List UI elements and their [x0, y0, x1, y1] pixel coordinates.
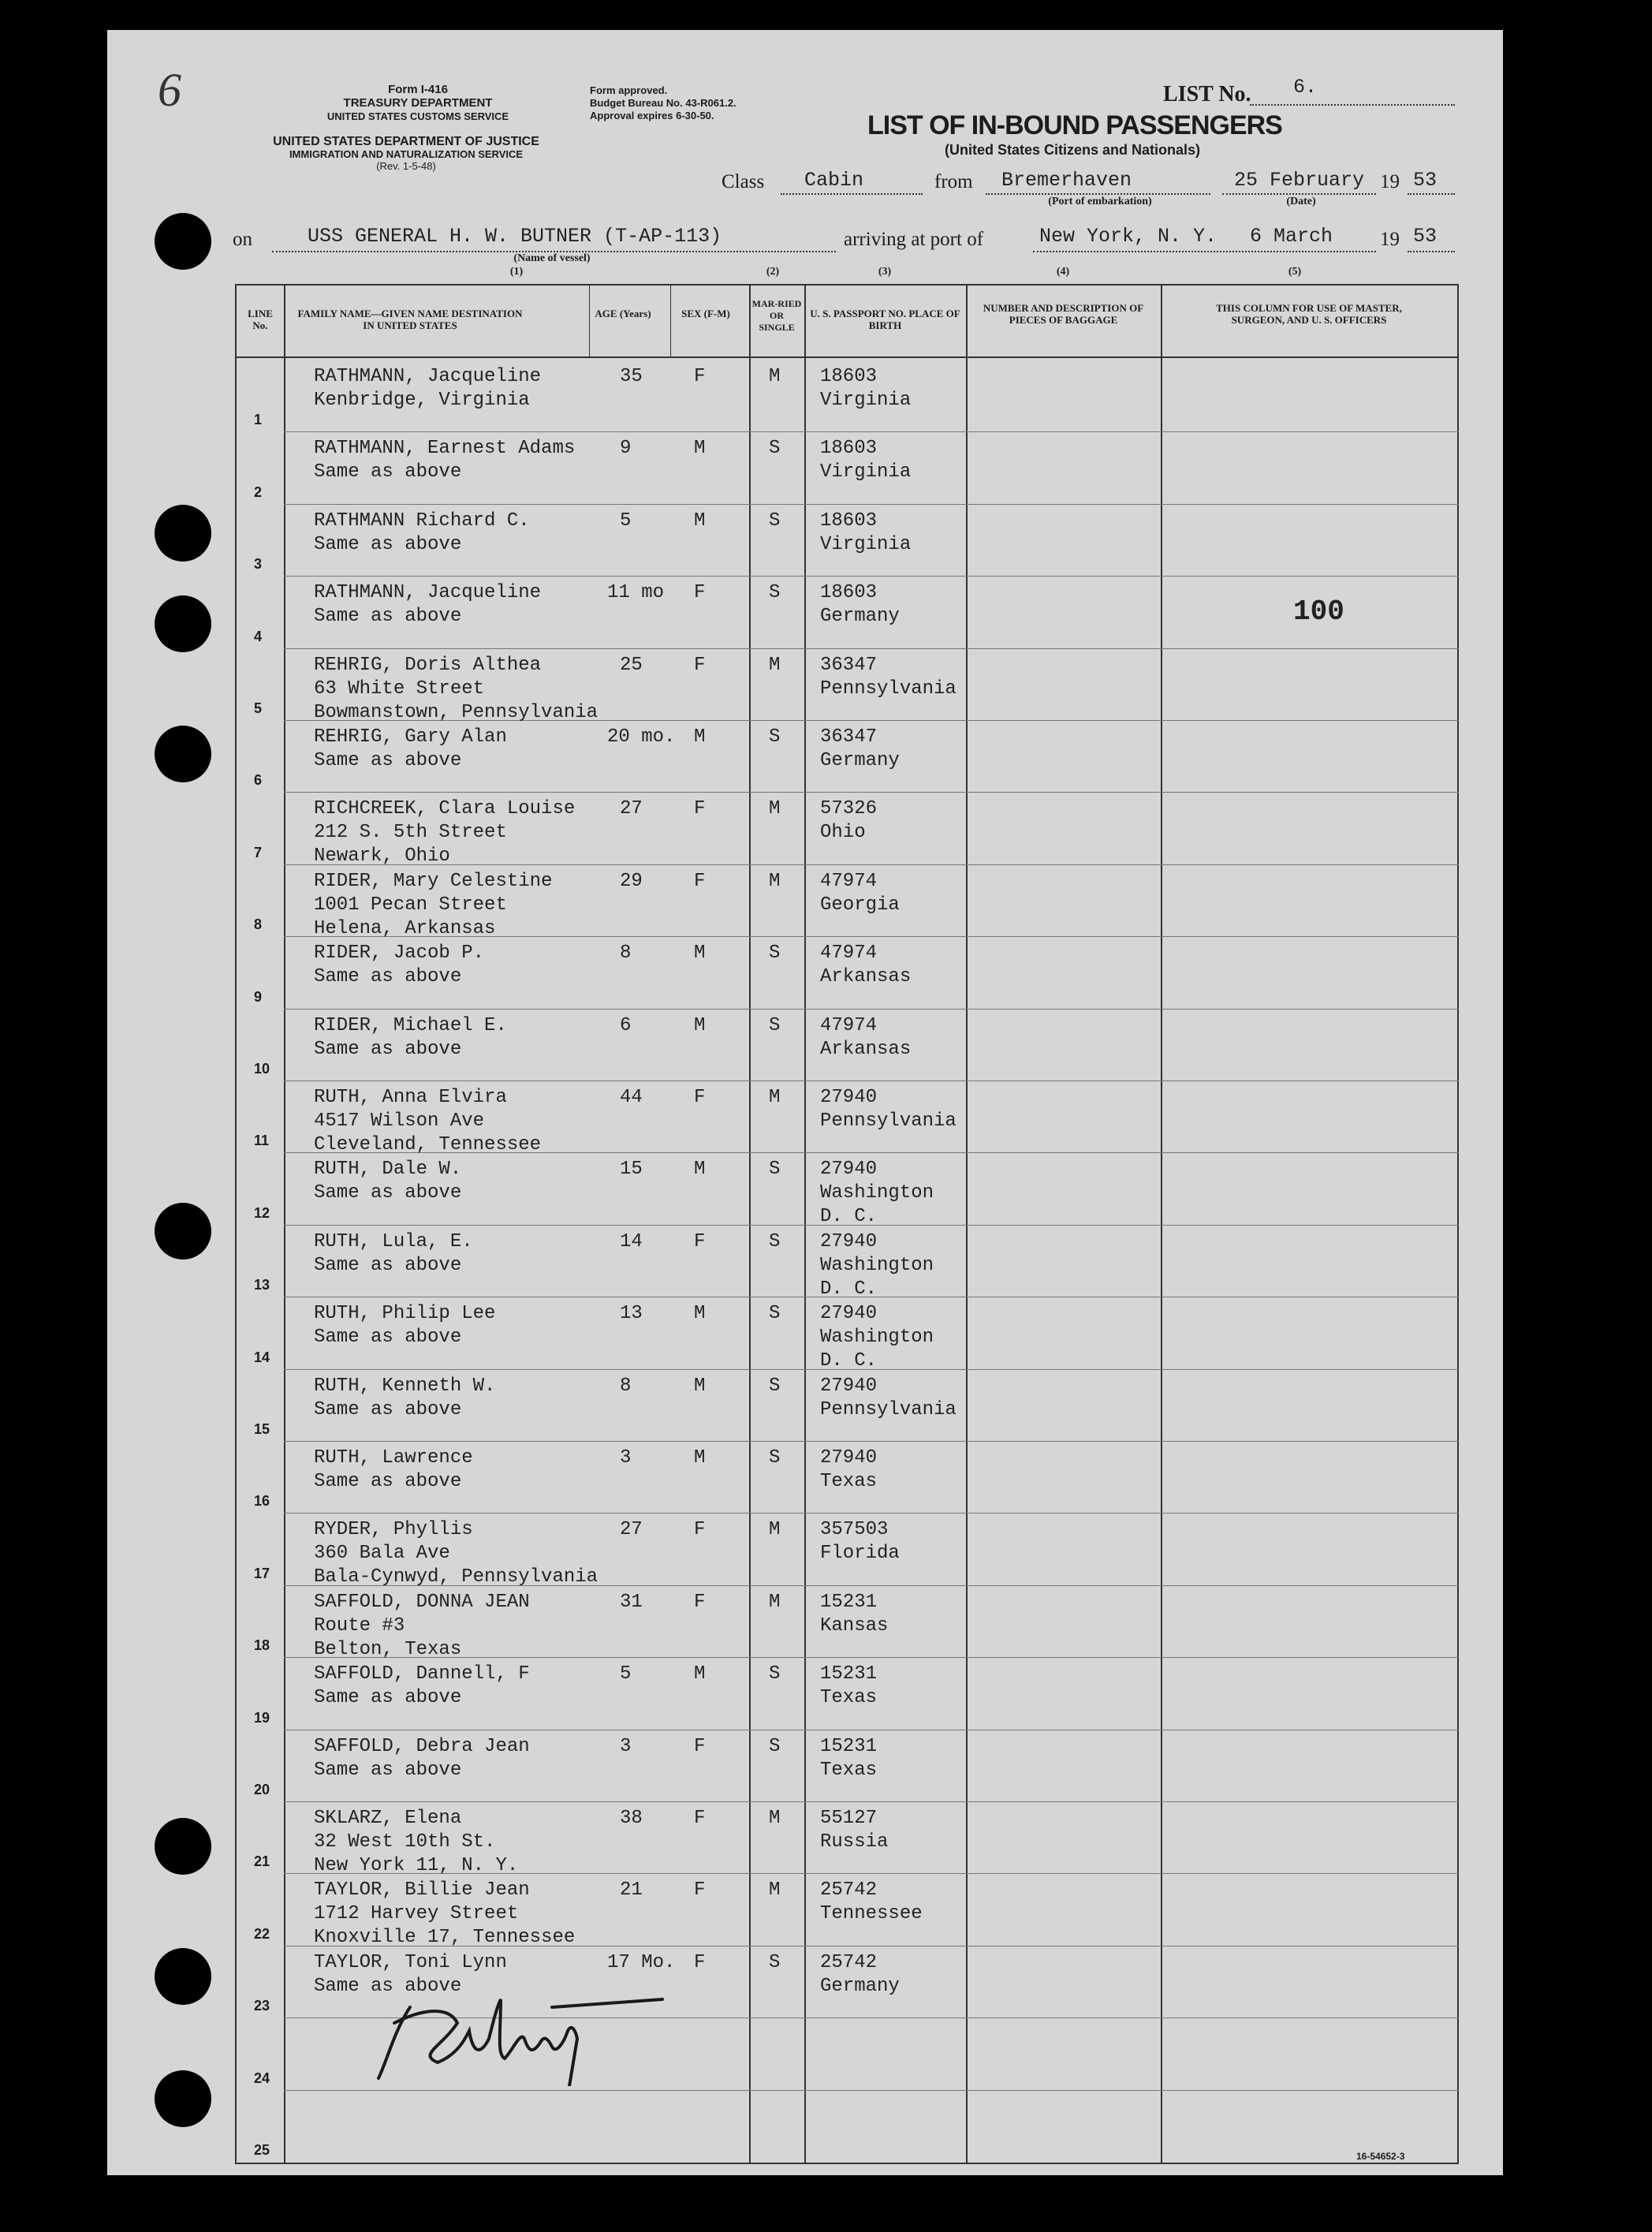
passport-birthplace-line: Germany [820, 1975, 900, 1997]
passport-birthplace-line: 18603 [820, 366, 878, 387]
passport-birthplace-line: 27940 [820, 1087, 878, 1108]
sex-cell: M [694, 1159, 706, 1181]
col-num-1: (1) [509, 266, 524, 278]
line-number: 10 [254, 1061, 270, 1077]
passenger-name-line: RATHMANN, Jacqueline [314, 582, 542, 604]
col-header-passport: U. S. PASSPORT NO. PLACE OF BIRTH [810, 308, 960, 331]
line-number: 5 [254, 700, 263, 716]
passenger-name-line: TAYLOR, Billie Jean [314, 1879, 530, 1902]
punch-hole [155, 726, 211, 782]
sex-cell: F [694, 366, 706, 387]
form-number: Form I-416 [388, 83, 448, 96]
passenger-name-line: 360 Bala Ave [314, 1543, 450, 1565]
passenger-name-line: RIDER, Mary Celestine [314, 870, 553, 892]
signature [363, 1976, 694, 2086]
passenger-name-line: SKLARZ, Elena [314, 1808, 462, 1829]
passenger-name-line: Same as above [314, 461, 462, 483]
passenger-name-line: 1001 Pecan Street [314, 894, 507, 916]
age-cell: 5 [620, 1663, 632, 1685]
arriving-label: arriving at port of [844, 229, 984, 250]
age-cell: 15 [620, 1159, 643, 1181]
line-number: 9 [254, 988, 263, 1005]
line-number: 20 [254, 1782, 270, 1797]
marital-status-cell: S [769, 1159, 781, 1181]
passenger-name-line: Same as above [314, 606, 462, 628]
sex-cell: F [694, 1087, 706, 1108]
passenger-name-line: 4517 Wilson Ave [314, 1110, 485, 1132]
line-number: 25 [254, 2142, 270, 2158]
marital-status-cell: S [769, 1230, 781, 1252]
class-value: Cabin [804, 169, 864, 192]
marital-status-cell: M [769, 1879, 781, 1902]
sex-cell: F [694, 1519, 706, 1541]
passport-birthplace-line: Florida [820, 1543, 900, 1565]
marital-status-cell: S [769, 726, 781, 748]
passenger-name-line: New York 11, N. Y. [314, 1855, 519, 1876]
year-value: 53 [1413, 169, 1438, 192]
port-embarkation-caption: (Port of embarkation) [1048, 196, 1152, 207]
passport-birthplace-line: 55127 [820, 1808, 878, 1829]
passport-birthplace-line: Washington [820, 1327, 934, 1349]
marital-status-cell: M [769, 1087, 781, 1108]
age-cell: 6 [620, 1014, 632, 1036]
passenger-name-line: REHRIG, Gary Alan [314, 726, 507, 748]
marital-status-cell: M [769, 654, 781, 676]
revision: (Rev. 1-5-48) [376, 160, 436, 172]
age-cell: 38 [620, 1808, 643, 1829]
passenger-name-line: Same as above [314, 1398, 462, 1420]
passport-birthplace-line: 357503 [820, 1519, 889, 1541]
from-value: Bremerhaven [1001, 169, 1132, 192]
passenger-name-line: RATHMANN, Earnest Adams [314, 438, 576, 460]
age-cell: 9 [620, 438, 632, 460]
passport-birthplace-line: 27940 [820, 1230, 878, 1252]
age-cell: 27 [620, 1519, 643, 1541]
passport-birthplace-line: 57326 [820, 798, 878, 820]
sex-cell: F [694, 1230, 706, 1252]
passport-birthplace-line: D. C. [820, 1206, 878, 1228]
age-cell: 14 [620, 1230, 643, 1252]
passport-birthplace-line: 47974 [820, 942, 878, 965]
row-divider [284, 1801, 1459, 1802]
passport-birthplace-line: 25742 [820, 1951, 878, 1973]
passenger-name-line: Bala-Cynwyd, Pennsylvania [314, 1566, 599, 1588]
line-number: 13 [254, 1277, 270, 1293]
passenger-name-line: 32 West 10th St. [314, 1831, 496, 1853]
arrival-year-prefix: 19 [1380, 229, 1400, 250]
marital-status-cell: M [769, 798, 781, 820]
passenger-name-line: Belton, Texas [314, 1638, 462, 1660]
age-cell: 29 [620, 870, 643, 892]
passport-birthplace-line: Ohio [820, 822, 866, 844]
line-number: 7 [254, 844, 263, 860]
col-header-officers: THIS COLUMN FOR USE OF MASTER, SURGEON, AND U. S. OFFICERS [1216, 302, 1402, 326]
marital-status-cell: S [769, 582, 781, 604]
col-header-baggage: NUMBER AND DESCRIPTION OF PIECES OF BAGGAGE [983, 302, 1144, 326]
line-number: 16 [254, 1493, 270, 1510]
marital-status-cell: M [769, 1591, 781, 1613]
passport-birthplace-line: 27940 [820, 1159, 878, 1181]
passenger-name-line: RYDER, Phyllis [314, 1519, 473, 1541]
punch-hole [155, 1948, 211, 2005]
age-cell: 13 [620, 1303, 643, 1325]
passport-birthplace-line: Washington [820, 1254, 934, 1276]
passport-birthplace-line: 27940 [820, 1303, 878, 1325]
passport-birthplace-line: 18603 [820, 438, 878, 460]
sex-cell: F [694, 870, 706, 892]
arrival-port: New York, N. Y. [1039, 225, 1218, 248]
passport-birthplace-line: Arkansas [820, 966, 912, 988]
sex-cell: M [694, 726, 706, 748]
passport-birthplace-line: 36347 [820, 726, 878, 748]
passport-birthplace-line: Virginia [820, 461, 912, 483]
passenger-name-line: Kenbridge, Virginia [314, 390, 530, 411]
line-number: 4 [254, 628, 263, 644]
marital-status-cell: M [769, 1808, 781, 1829]
marital-status-cell: M [769, 870, 781, 892]
vessel-caption: (Name of vessel) [513, 252, 591, 264]
passport-birthplace-line: Washington [820, 1182, 934, 1204]
date-value: 25 February [1234, 169, 1365, 192]
age-cell: 25 [620, 654, 643, 676]
sex-cell: F [694, 1879, 706, 1902]
sex-cell: F [694, 1591, 706, 1613]
passport-birthplace-line: 15231 [820, 1663, 878, 1685]
line-number: 14 [254, 1349, 270, 1365]
row-divider [284, 1513, 1459, 1514]
passport-birthplace-line: 15231 [820, 1591, 878, 1613]
officer-note: 100 [1293, 595, 1344, 628]
justice-dept: UNITED STATES DEPARTMENT OF JUSTICE [273, 135, 539, 148]
arrival-date: 6 March [1250, 225, 1333, 248]
line-number: 8 [254, 916, 263, 933]
passport-birthplace-line: Virginia [820, 390, 912, 411]
page-title: LIST OF IN-BOUND PASSENGERS [867, 110, 1282, 140]
passport-birthplace-line: Texas [820, 1471, 878, 1492]
marital-status-cell: S [769, 438, 781, 460]
line-number: 23 [254, 1998, 270, 2014]
passenger-name-line: RATHMANN Richard C. [314, 509, 530, 532]
age-cell: 20 mo. [607, 726, 676, 748]
sex-cell: F [694, 798, 706, 820]
line-number: 19 [254, 1709, 270, 1726]
budget-bureau: Budget Bureau No. 43-R061.2. [590, 97, 737, 109]
col-num-4: (4) [1056, 266, 1070, 278]
row-divider [284, 504, 1459, 505]
passenger-name-line: Cleveland, Tennessee [314, 1134, 542, 1155]
passport-birthplace-line: 15231 [820, 1735, 878, 1757]
passenger-name-line: Same as above [314, 1687, 462, 1709]
sex-cell: M [694, 1663, 706, 1685]
passport-birthplace-line: 47974 [820, 870, 878, 892]
passenger-name-line: 1712 Harvey Street [314, 1903, 519, 1925]
row-divider [284, 2090, 1459, 2091]
marital-status-cell: S [769, 509, 781, 532]
row-divider [284, 1009, 1459, 1010]
arrival-year: 53 [1413, 225, 1438, 248]
treasury-dept: TREASURY DEPARTMENT [343, 96, 493, 110]
age-cell: 5 [620, 509, 632, 532]
passenger-name-line: Same as above [314, 750, 462, 771]
passenger-name-line: Same as above [314, 1975, 462, 1997]
passenger-name-line: Route #3 [314, 1614, 405, 1637]
passenger-name-line: Bowmanstown, Pennsylvania [314, 701, 599, 723]
passenger-name-line: SAFFOLD, Debra Jean [314, 1735, 530, 1757]
row-divider [284, 576, 1459, 577]
passenger-name-line: RUTH, Lula, E. [314, 1230, 473, 1252]
passenger-name-line: RICHCREEK, Clara Louise [314, 798, 576, 820]
age-cell: 21 [620, 1879, 643, 1902]
passport-birthplace-line: D. C. [820, 1278, 878, 1300]
passport-birthplace-line: 18603 [820, 509, 878, 532]
approval-expires: Approval expires 6-30-50. [590, 110, 714, 121]
passenger-name-line: RUTH, Kenneth W. [314, 1375, 496, 1397]
line-number: 21 [254, 1853, 270, 1870]
marital-status-cell: S [769, 942, 781, 965]
passport-birthplace-line: 36347 [820, 654, 878, 676]
sex-cell: M [694, 942, 706, 965]
passport-birthplace-line: Germany [820, 750, 900, 771]
col-num-2: (2) [766, 266, 780, 278]
vessel-name: USS GENERAL H. W. BUTNER (T-AP-113) [308, 225, 722, 248]
passport-birthplace-line: Russia [820, 1831, 889, 1853]
row-divider [284, 1441, 1459, 1442]
sex-cell: M [694, 509, 706, 532]
passenger-name-line: RUTH, Philip Lee [314, 1303, 496, 1325]
line-number: 15 [254, 1421, 270, 1437]
age-cell: 8 [620, 942, 632, 965]
marital-status-cell: S [769, 1014, 781, 1036]
passport-birthplace-line: Virginia [820, 533, 912, 555]
list-no-label: LIST No. [1163, 82, 1251, 106]
marital-status-cell: M [769, 1519, 781, 1541]
age-cell: 31 [620, 1591, 643, 1613]
passport-birthplace-line: 27940 [820, 1447, 878, 1469]
passenger-name-line: Same as above [314, 1759, 462, 1781]
marital-status-cell: S [769, 1447, 781, 1469]
marital-status-cell: S [769, 1663, 781, 1685]
sex-cell: M [694, 1303, 706, 1325]
punch-hole [155, 213, 211, 270]
row-divider [284, 431, 1459, 432]
line-number: 2 [254, 483, 263, 500]
form-approved: Form approved. [590, 84, 668, 96]
passport-birthplace-line: 47974 [820, 1014, 878, 1036]
passenger-name-line: Same as above [314, 1327, 462, 1349]
page-subtitle: (United States Citizens and Nationals) [944, 142, 1201, 158]
sex-cell: F [694, 1808, 706, 1829]
marital-status-cell: S [769, 1375, 781, 1397]
row-divider [284, 792, 1459, 793]
passenger-name-line: RUTH, Anna Elvira [314, 1087, 507, 1108]
customs-service: UNITED STATES CUSTOMS SERVICE [326, 110, 509, 122]
age-cell: 3 [620, 1447, 632, 1469]
sex-cell: M [694, 1375, 706, 1397]
passenger-name-line: TAYLOR, Toni Lynn [314, 1951, 507, 1973]
passenger-name-line: RUTH, Dale W. [314, 1159, 462, 1181]
passenger-name-line: RUTH, Lawrence [314, 1447, 473, 1469]
col-num-5: (5) [1288, 266, 1302, 278]
col-header-sex: SEX (F-M) [681, 308, 730, 319]
passenger-name-line: Same as above [314, 1182, 462, 1204]
passenger-name-line: REHRIG, Doris Althea [314, 654, 542, 676]
line-number: 24 [254, 2070, 270, 2086]
line-number: 12 [254, 1204, 270, 1221]
col-header-line-no: LINE No. [248, 308, 273, 331]
passport-birthplace-line: Texas [820, 1687, 878, 1709]
on-label: on [233, 229, 252, 250]
age-cell: 35 [620, 366, 643, 387]
marital-status-cell: M [769, 366, 781, 387]
passenger-name-line: RATHMANN, Jacqueline [314, 366, 542, 387]
passenger-name-line: Knoxville 17, Tennessee [314, 1927, 576, 1949]
passenger-name-line: RIDER, Jacob P. [314, 942, 485, 965]
age-cell: 27 [620, 798, 643, 820]
passenger-name-line: 63 White Street [314, 677, 485, 700]
date-caption: (Date) [1286, 196, 1316, 207]
passport-birthplace-line: D. C. [820, 1350, 878, 1372]
passenger-name-line: Same as above [314, 1471, 462, 1492]
passenger-name-line: 212 S. 5th Street [314, 822, 507, 844]
col-num-3: (3) [878, 266, 892, 278]
passport-birthplace-line: 25742 [820, 1879, 878, 1902]
sex-cell: M [694, 1014, 706, 1036]
line-number: 22 [254, 1925, 270, 1942]
passport-birthplace-line: Pennsylvania [820, 677, 957, 700]
passenger-name-line: Same as above [314, 1254, 462, 1276]
passenger-name-line: SAFFOLD, Dannell, F [314, 1663, 530, 1685]
col-header-name: FAMILY NAME—GIVEN NAME DESTINATION IN UNITED STATES [297, 308, 523, 331]
row-divider [284, 864, 1459, 865]
age-cell: 17 Mo. [607, 1951, 676, 1973]
sex-cell: F [694, 1735, 706, 1757]
marital-status-cell: S [769, 1735, 781, 1757]
line-number: 17 [254, 1565, 270, 1581]
passenger-name-line: Same as above [314, 1038, 462, 1060]
year-prefix: 19 [1380, 171, 1400, 192]
passenger-name-line: RIDER, Michael E. [314, 1014, 507, 1036]
passenger-name-line: SAFFOLD, DONNA JEAN [314, 1591, 530, 1613]
line-number: 18 [254, 1637, 270, 1654]
class-label: Class [722, 171, 765, 192]
ins-service: IMMIGRATION AND NATURALIZATION SERVICE [289, 148, 524, 160]
sex-cell: M [694, 438, 706, 460]
row-divider [284, 648, 1459, 649]
passport-birthplace-line: Kansas [820, 1614, 889, 1637]
line-number: 6 [254, 772, 263, 789]
sex-cell: F [694, 654, 706, 676]
line-number: 11 [254, 1133, 270, 1149]
punch-hole [155, 595, 211, 652]
from-label: from [934, 171, 973, 192]
punch-hole [155, 505, 211, 562]
age-cell: 11 mo [607, 582, 665, 604]
passport-birthplace-line: Tennessee [820, 1903, 923, 1925]
sex-cell: F [694, 1951, 706, 1973]
punch-hole [155, 1203, 211, 1260]
age-cell: 8 [620, 1375, 632, 1397]
marital-status-cell: S [769, 1303, 781, 1325]
sex-cell: M [694, 1447, 706, 1469]
marital-status-cell: S [769, 1951, 781, 1973]
passport-birthplace-line: Pennsylvania [820, 1398, 957, 1420]
punch-hole [155, 2070, 211, 2127]
passport-birthplace-line: Texas [820, 1759, 878, 1781]
passenger-name-line: Helena, Arkansas [314, 917, 496, 939]
age-cell: 44 [620, 1087, 643, 1108]
col-header-age: AGE (Years) [595, 308, 651, 319]
line-number: 1 [254, 412, 263, 428]
passport-birthplace-line: 27940 [820, 1375, 878, 1397]
passport-birthplace-line: Arkansas [820, 1038, 912, 1060]
passport-birthplace-line: 18603 [820, 582, 878, 604]
passport-birthplace-line: Pennsylvania [820, 1110, 957, 1132]
passport-birthplace-line: Georgia [820, 894, 900, 916]
list-no-value: 6. [1293, 76, 1318, 99]
punch-hole [155, 1818, 211, 1875]
passenger-name-line: Same as above [314, 966, 462, 988]
line-number: 3 [254, 556, 263, 573]
footer-code: 16-54652-3 [1356, 2151, 1405, 2162]
col-header-married: MAR-RIED OR SINGLE [751, 298, 802, 333]
age-cell: 3 [620, 1735, 632, 1757]
passport-birthplace-line: Germany [820, 606, 900, 628]
passenger-name-line: Same as above [314, 533, 462, 555]
corner-mark: 6 [158, 64, 181, 116]
sex-cell: F [694, 582, 706, 604]
passenger-name-line: Newark, Ohio [314, 845, 450, 868]
